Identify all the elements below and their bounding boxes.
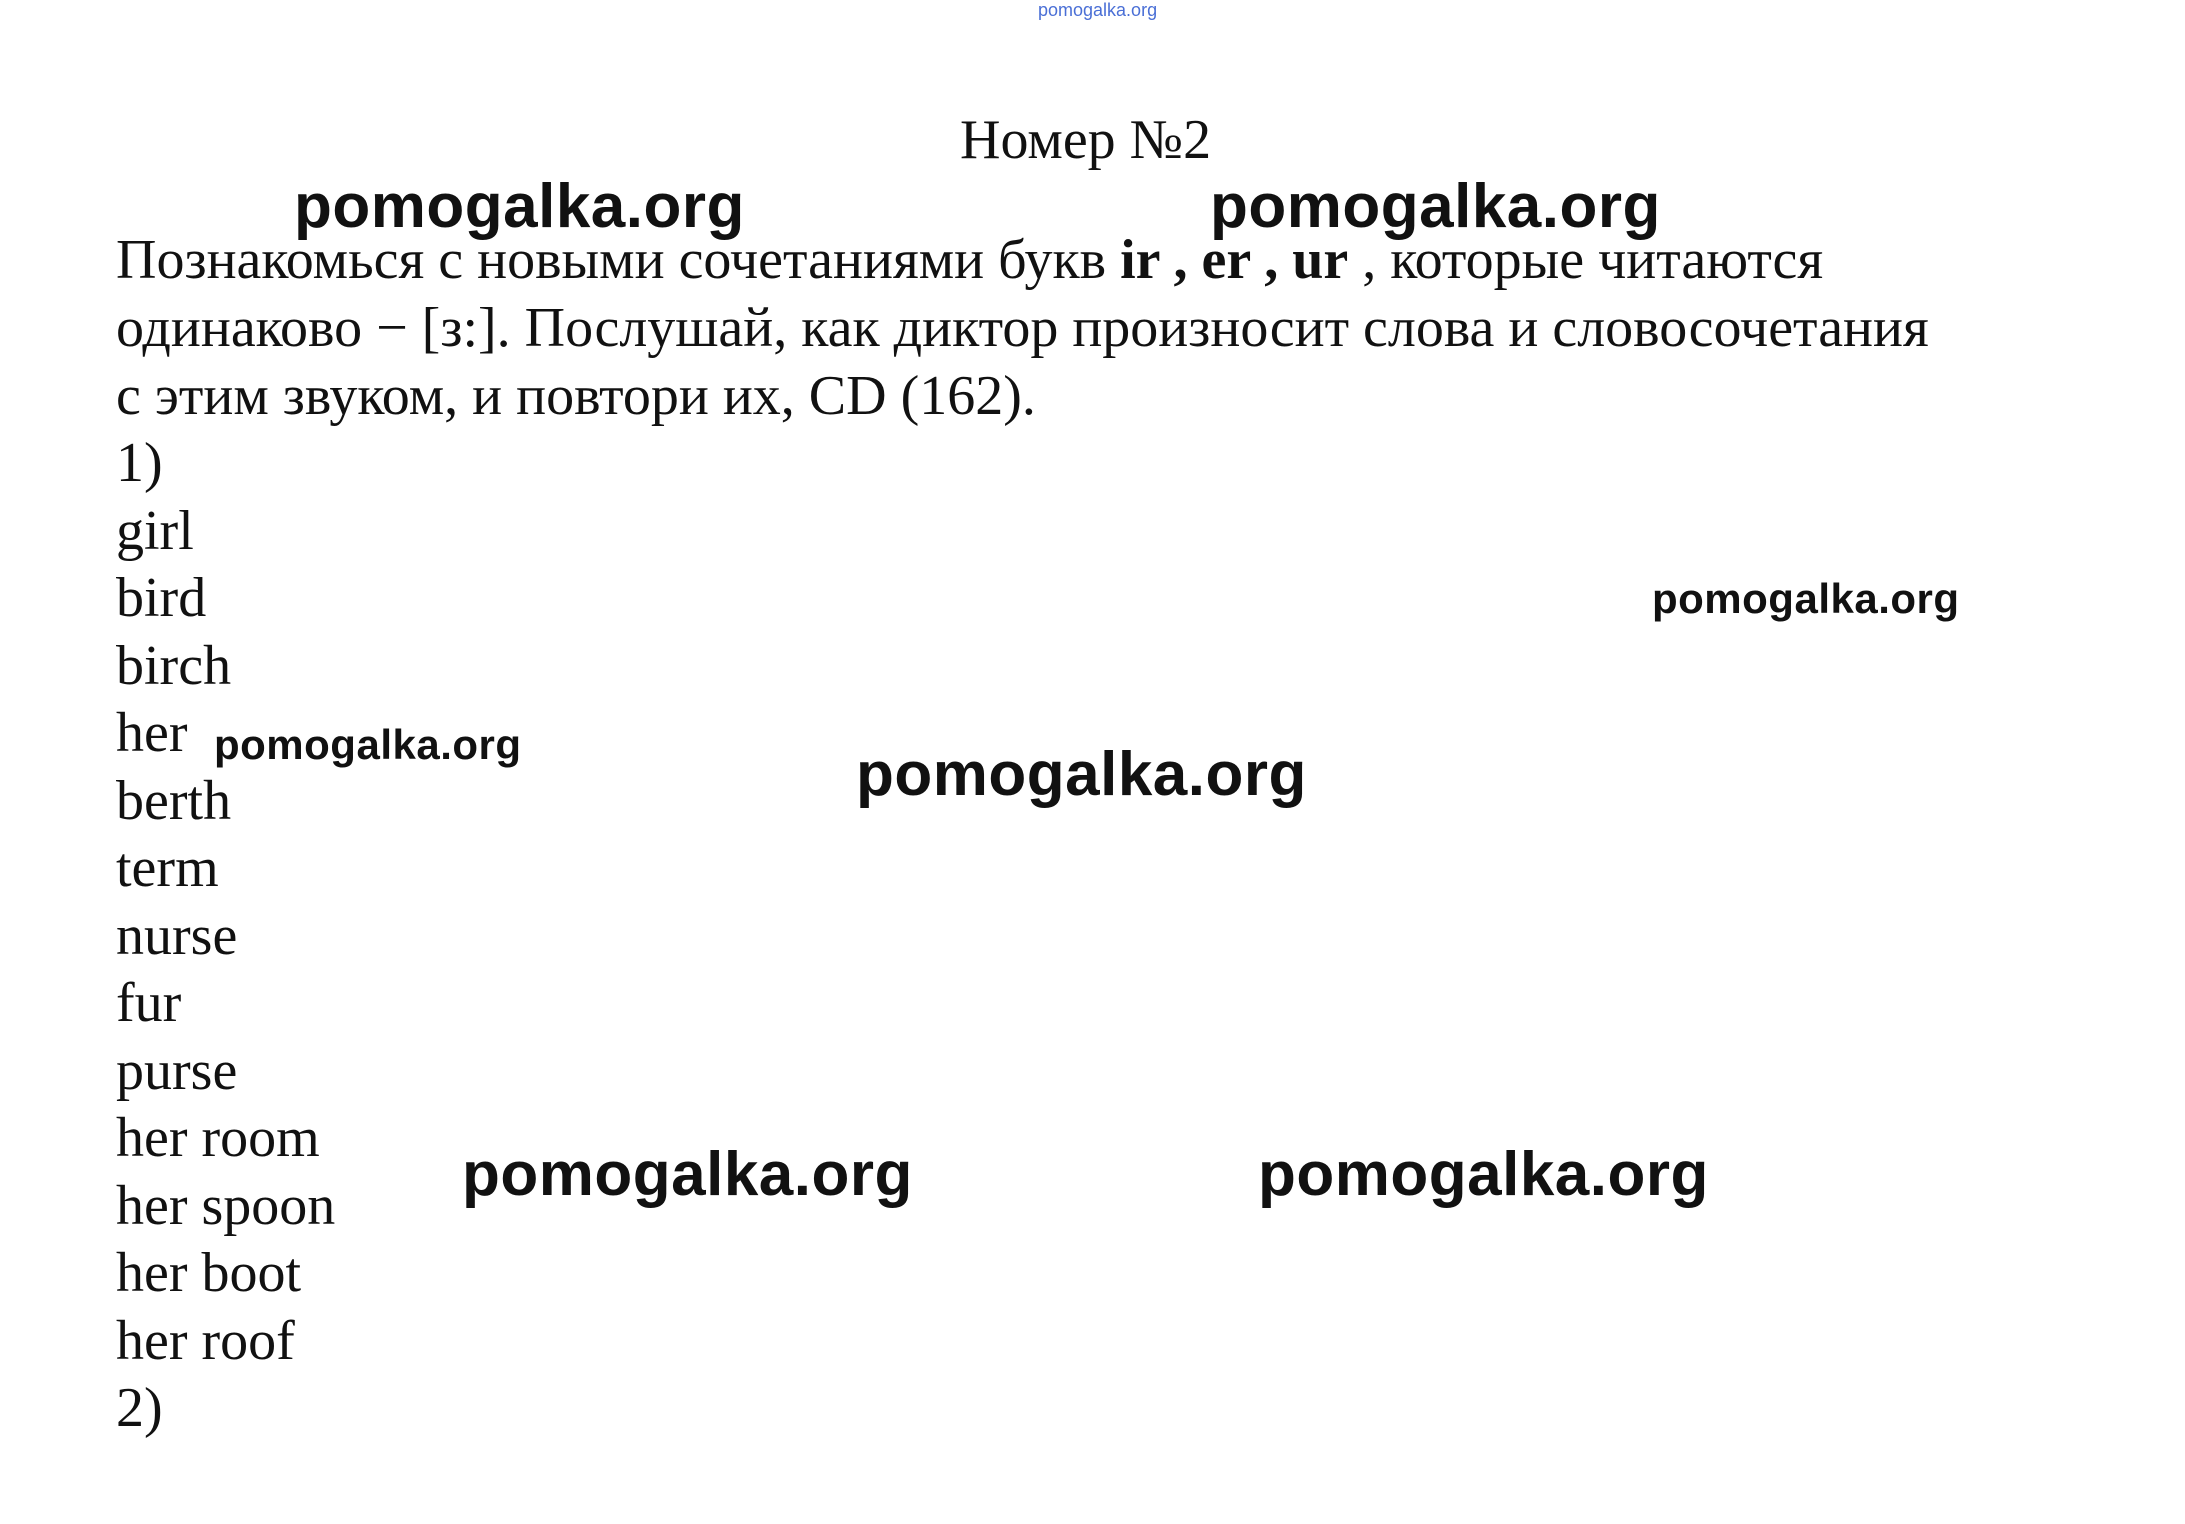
- watermark: pomogalka.org: [1652, 575, 1960, 622]
- top-site-link[interactable]: pomogalka.org: [1038, 0, 1158, 20]
- letter-combo-ur: ur: [1292, 229, 1349, 291]
- list-item: her room: [116, 1107, 320, 1169]
- list-item: purse: [116, 1039, 238, 1102]
- list-item: her boot: [116, 1242, 302, 1304]
- task-description: [116, 226, 2116, 430]
- watermark: pomogalka.org: [462, 1140, 913, 1209]
- list-item: 2): [116, 1377, 163, 1439]
- list-item: term: [116, 837, 219, 899]
- letter-combo-er: er: [1201, 229, 1251, 291]
- watermark: pomogalka.org: [294, 172, 745, 241]
- list-item: her spoon: [116, 1174, 336, 1237]
- task-line-3: с этим звуком, и повтори их, CD (162).: [116, 365, 1036, 427]
- word-list: [116, 430, 335, 1443]
- list-item: birch: [116, 634, 232, 697]
- list-item: her: [116, 702, 188, 764]
- watermark: pomogalka.org: [1258, 1140, 1709, 1209]
- list-item: girl: [116, 499, 194, 562]
- watermark: pomogalka.org: [856, 740, 1307, 809]
- list-item: berth: [116, 769, 232, 832]
- list-item: fur: [116, 972, 182, 1034]
- list-item: nurse: [116, 904, 238, 967]
- task-line-2: одинаково − [з:]. Послушай, как диктор произносит слова и словосочетания: [116, 297, 1929, 359]
- list-item: 1): [116, 432, 163, 494]
- page-title: Номер №2: [960, 109, 1212, 171]
- watermark: pomogalka.org: [214, 721, 522, 768]
- list-item: her roof: [116, 1309, 295, 1372]
- list-item: bird: [116, 567, 207, 629]
- task-line-1: Познакомься с новыми сочетаниями букв ir , er , ur , которые читаются: [116, 229, 1824, 291]
- letter-combo-ir: ir: [1120, 229, 1160, 291]
- watermark: pomogalka.org: [1210, 172, 1661, 241]
